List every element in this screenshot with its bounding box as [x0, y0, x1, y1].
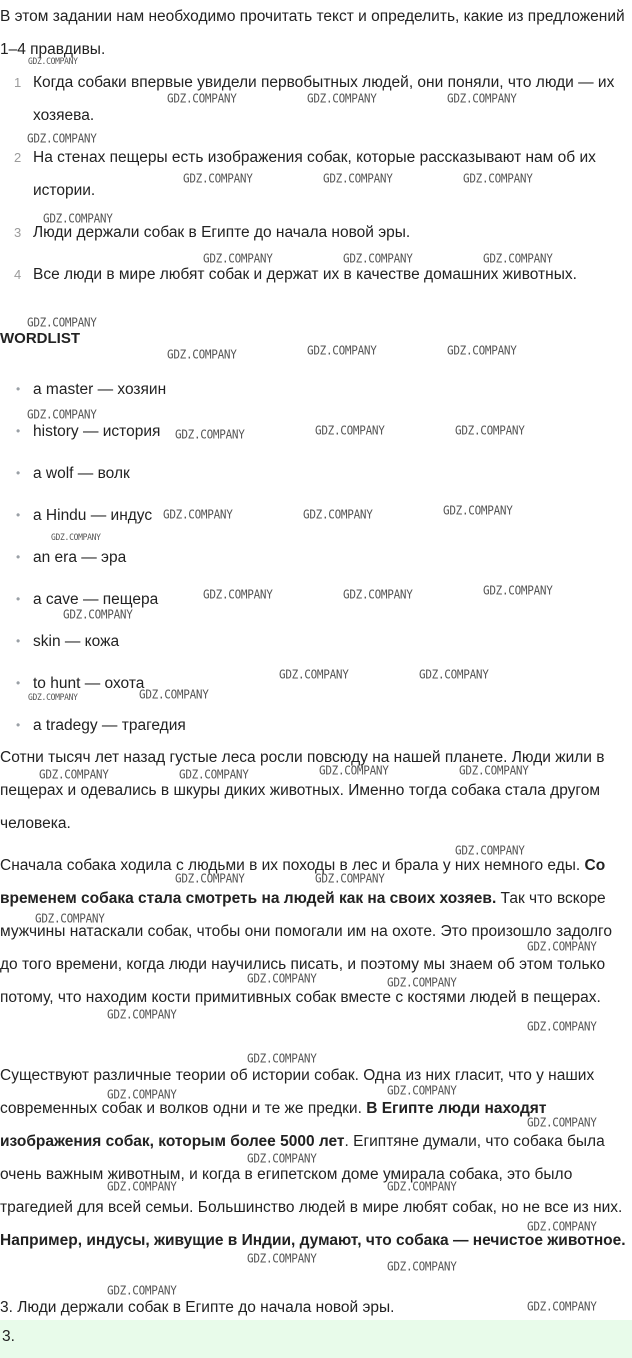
wordlist-text: a cave — пещера: [33, 591, 159, 608]
paragraph-1: Сотни тысяч лет назад густые леса росли повсюду на нашей планете. Люди жили в пещерах и одевались в шкуры диких животных. Именно тогда собака стала другом человека.: [0, 749, 605, 832]
highlighted-sentence: Со временем собака стала смотреть на людей как на своих хозяев.: [0, 857, 606, 907]
paragraph-text: Сначала собака ходила с людьми в их походы в лес и брала у них немного еды.: [0, 857, 585, 874]
watermark: GDZ.COMPANY: [343, 251, 413, 266]
watermark: GDZ.COMPANY: [387, 1179, 457, 1194]
bullet-icon: •: [16, 508, 21, 522]
paragraph-text: Так что вскоре мужчины натаскали собак, чтобы они помогали им на охоте. Это произошло задолго до того времени, когда люди научились писать, и поэтому мы знаем об этом только потому, что находим кости примитивных собак вместе с костями людей в пещерах.: [0, 890, 612, 1006]
watermark: GDZ.COMPANY: [303, 507, 373, 522]
watermark: GDZ.COMPANY: [279, 667, 349, 682]
statement-text: На стенах пещеры есть изображения собак, которые рассказывают нам об их истории.: [33, 149, 596, 199]
watermark: GDZ.COMPANY: [307, 343, 377, 358]
wordlist-title: WORDLIST: [0, 330, 80, 347]
wordlist-text: a master — хозяин: [33, 381, 167, 398]
bullet-icon: •: [16, 592, 21, 606]
bullet-icon: •: [16, 466, 21, 480]
watermark: GDZ.COMPANY: [459, 763, 529, 778]
watermark: GDZ.COMPANY: [27, 315, 97, 330]
watermark: GDZ.COMPANY: [175, 427, 245, 442]
watermark: GDZ.COMPANY: [323, 171, 393, 186]
watermark: GDZ.COMPANY: [203, 251, 273, 266]
intro-text: В этом задании нам необходимо прочитать текст и определить, какие из предложений 1–4 правдивы.: [0, 8, 625, 58]
watermark: GDZ.COMPANY: [387, 1083, 457, 1098]
watermark: GDZ.COMPANY: [447, 343, 517, 358]
watermark: GDZ.COMPANY: [28, 692, 78, 703]
watermark: GDZ.COMPANY: [527, 1299, 597, 1314]
statement-number: 3: [14, 225, 22, 240]
watermark: GDZ.COMPANY: [51, 532, 101, 543]
watermark: GDZ.COMPANY: [107, 1179, 177, 1194]
watermark: GDZ.COMPANY: [315, 423, 385, 438]
watermark: GDZ.COMPANY: [527, 939, 597, 954]
watermark: GDZ.COMPANY: [483, 251, 553, 266]
bullet-icon: •: [16, 424, 21, 438]
watermark: GDZ.COMPANY: [167, 91, 237, 106]
watermark: GDZ.COMPANY: [43, 211, 113, 226]
watermark: GDZ.COMPANY: [247, 1051, 317, 1066]
wordlist-text: an era — эра: [33, 549, 127, 566]
watermark: GDZ.COMPANY: [39, 767, 109, 782]
bullet-icon: •: [16, 550, 21, 564]
statement-number: 2: [14, 150, 22, 165]
highlighted-sentence: Например, индусы, живущие в Индии, думают, что собака — нечистое животное.: [0, 1232, 626, 1249]
conclusion-text: 3. Люди держали собак в Египте до начала новой эры.: [0, 1299, 395, 1316]
bullet-icon: •: [16, 634, 21, 648]
bullet-icon: •: [16, 718, 21, 732]
statement-text: Все люди в мире любят собак и держат их в качестве домашних животных.: [33, 266, 577, 283]
wordlist-text: a Hindu — индус: [33, 507, 153, 524]
watermark: GDZ.COMPANY: [27, 131, 97, 146]
watermark: GDZ.COMPANY: [35, 911, 105, 926]
watermark: GDZ.COMPANY: [107, 1007, 177, 1022]
highlighted-sentence: В Египте люди находят изображения собак, которым более 5000 лет: [0, 1100, 547, 1150]
watermark: GDZ.COMPANY: [179, 767, 249, 782]
answer-text: 3.: [2, 1328, 15, 1345]
statement-number: 1: [14, 75, 22, 90]
watermark: GDZ.COMPANY: [319, 763, 389, 778]
watermark: GDZ.COMPANY: [247, 1151, 317, 1166]
watermark: GDZ.COMPANY: [527, 1019, 597, 1034]
watermark: GDZ.COMPANY: [63, 607, 133, 622]
watermark: GDZ.COMPANY: [107, 1283, 177, 1298]
watermark: GDZ.COMPANY: [27, 407, 97, 422]
watermark: GDZ.COMPANY: [183, 171, 253, 186]
answer-box: [0, 1320, 632, 1358]
watermark: GDZ.COMPANY: [455, 423, 525, 438]
statement-text: Когда собаки впервые увидели первобытных людей, они поняли, что люди — их хозяева.: [33, 74, 615, 124]
watermark: GDZ.COMPANY: [307, 91, 377, 106]
watermark: GDZ.COMPANY: [163, 507, 233, 522]
wordlist-text: history — история: [33, 423, 161, 440]
watermark: GDZ.COMPANY: [139, 687, 209, 702]
watermark: GDZ.COMPANY: [455, 843, 525, 858]
watermark: GDZ.COMPANY: [419, 667, 489, 682]
watermark: GDZ.COMPANY: [28, 56, 78, 67]
watermark: GDZ.COMPANY: [247, 971, 317, 986]
watermark: GDZ.COMPANY: [247, 1251, 317, 1266]
watermark: GDZ.COMPANY: [387, 975, 457, 990]
wordlist-text: a tradegy — трагедия: [33, 717, 186, 734]
wordlist-text: skin — кожа: [33, 633, 120, 650]
watermark: GDZ.COMPANY: [107, 1087, 177, 1102]
watermark: GDZ.COMPANY: [387, 1259, 457, 1274]
wordlist-text: to hunt — охота: [33, 675, 145, 692]
watermark: GDZ.COMPANY: [343, 587, 413, 602]
watermark: GDZ.COMPANY: [463, 171, 533, 186]
watermark: GDZ.COMPANY: [167, 347, 237, 362]
watermark: GDZ.COMPANY: [443, 503, 513, 518]
bullet-icon: •: [16, 676, 21, 690]
statement-text: Люди держали собак в Египте до начала новой эры.: [33, 224, 411, 241]
watermark: GDZ.COMPANY: [175, 871, 245, 886]
paragraph-text: . Египтяне думали, что собака была очень важным животным, и когда в египетском доме умирала собака, это было трагедией для всей семьи. Большинство людей в мире любят собак, но не все из них.: [0, 1133, 623, 1216]
wordlist-text: a wolf — волк: [33, 465, 130, 482]
watermark: GDZ.COMPANY: [447, 91, 517, 106]
watermark: GDZ.COMPANY: [203, 587, 273, 602]
bullet-icon: •: [16, 382, 21, 396]
watermark: GDZ.COMPANY: [527, 1219, 597, 1234]
watermark: GDZ.COMPANY: [315, 871, 385, 886]
paragraph-text: Существуют различные теории об истории собак. Одна из них гласит, что у наших современных собак и волков одни и те же предки.: [0, 1067, 595, 1117]
statement-number: 4: [14, 267, 22, 282]
watermark: GDZ.COMPANY: [527, 1115, 597, 1130]
watermark: GDZ.COMPANY: [483, 583, 553, 598]
